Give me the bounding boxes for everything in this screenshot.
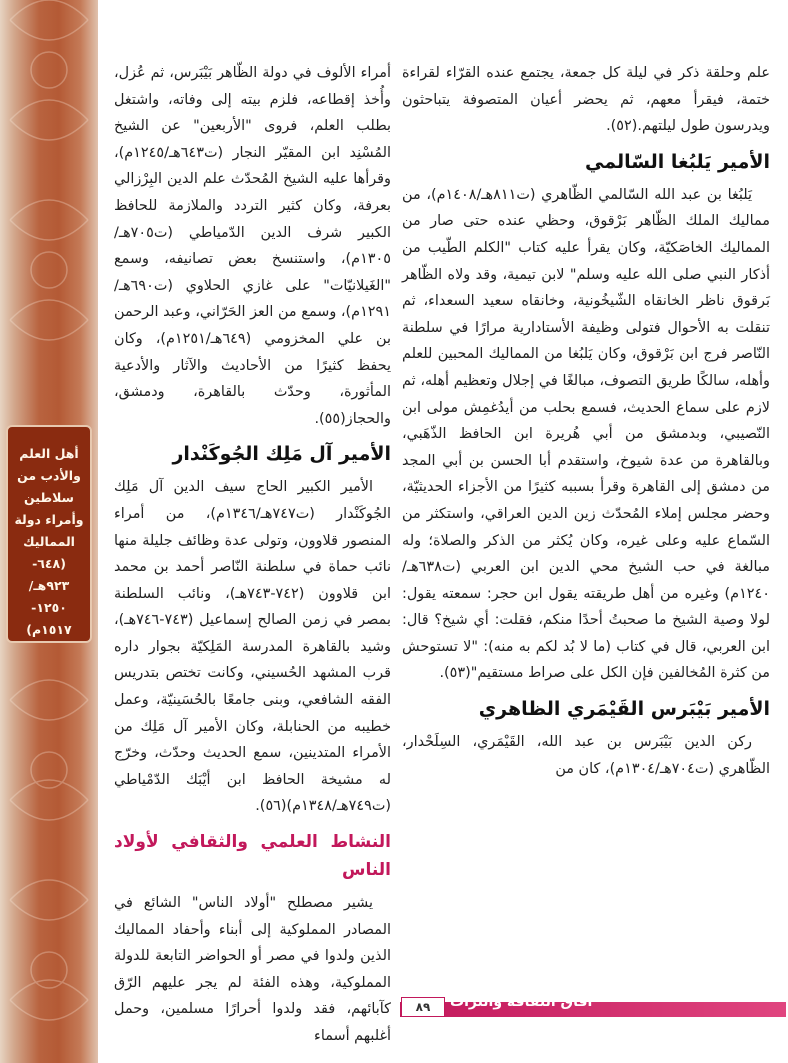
left-column [114,60,391,1050]
page-number: ٨٩ [401,997,445,1017]
section-heading-baybars: الأمير بَيْبَرس القَيْمَري الظاهري [478,698,770,721]
section-heading-aal-malik: الأمير آل مَلِك الجُوكَنْدار [172,443,391,466]
section-heading-awlad-alnas: النشاط العلمي والثقافي لأولاد الناس [114,832,391,881]
right-column [402,60,770,782]
section-tab-label: أهل العلم والأدب من سلاطين وأمراء دولة المماليك (٦٤٨- ٩٢٣هـ/ ١٢٥٠- ١٥١٧م) [14,446,84,637]
paragraph: يشير مصطلح "أولاد الناس" الشائع في المصادر المملوكية إلى أبناء وأحفاد المماليك الذين ولدوا في مصر أو الحواضر التابعة للدولة المملوكية، وهذه الفئة لم يجر عليهم الرّق كآبائهم، فقد ولدوا أحرارًا مسلمين، وحمل أغلبهم أسماء [114,895,391,1044]
section-tab [6,425,92,643]
paragraph: علم وحلقة ذكر في ليلة كل جمعة، يجتمع عنده القرّاء لقراءة ختمة، فيقرأ معهم، ثم يحضر أعيان المتصوفة يتباحثون ويدرسون طول ليلتهم.(٥٢). [402,65,770,135]
magazine-title: آفاق الثقافة والتراث [450,994,593,1010]
paragraph: ركن الدين بَيْبَرس بن عبد الله، القَيْمَري، السِلَحْدار، الظّاهري (ت٧٠٤هـ/١٣٠٤م)، كان من [402,734,770,777]
paragraph: أمراء الألوف في دولة الظّاهر بَيْبَرس، ثم عُزل، وأُخذ إقطاعه، فلزم بيته إلى وفاته، واشتغل بطلب العلم، فروى "الأربعين" عن الشيخ المُسْنِد ابن المقيّر النجار (ت٦٤٣هـ/١٢٤٥م)، وقرأها عليه الشيخ المُحدّث علم الدين البِرْزالي بعرفة، وكان كثير التردد والملازمة للحافظ الكبير شرف الدين الدّمياطي (ت٧٠٥هـ/١٣٠٥م)، واستنسخ بعض تصانيفه، وسمع "الغَيلانيّات" على غازي الحلاوي (ت٦٩٠هـ/١٢٩١م)، وسمع من العز الحَرّاني، وعبد الرحمن بن علي المخزومي (٦٤٩هـ/١٢٥١م)، وكان يحفظ كثيرًا من الأحاديث والآثار والأدعية المأثورة، وحدّث بالقاهرة، ودمشق، والحجاز(٥٥). [114,65,391,427]
paragraph: الأمير الكبير الحاج سيف الدين آل مَلِك الجُوكَنْدار (ت٧٤٧هـ/١٣٤٦م)، من أمراء المنصور قلاوون، وتولى عدة وظائف جليلة منها نائب حماة في سلطنة النّاصر أحمد بن محمد ابن قلاوون (٧٤٢-٧٤٣هـ)، ونائب السلطنة بمصر في زمن الصالح إسماعيل (٧٤٣-٧٤٦هـ)، وشيد بالقاهرة المدرسة المَلِكيّة بجوار داره قرب المشهد الحُسيني، وكانت تختص بتدريس الفقه الشافعي، وبنى جامعًا بالحُسَينيّة، وعمل خطيبه من الحنابلة، وكان الأمير آل مَلِك من الأمراء المتدينين، سمع الحديث وحدّث، وخرّج له مشيخة الحافظ ابن أيْبَك الدّمْياطي (ت٧٤٩هـ/١٣٤٨م)(٥٦). [114,479,391,815]
section-heading-yalbugha: الأمير يَلبُغا السّالمي [585,150,770,173]
paragraph: يَلبُغا بن عبد الله السّالمي الظّاهري (ت٨١١هـ/١٤٠٨م)، من مماليك الملك الظّاهر بَرْقوق، وحظي عنده حتى صار من المماليك الخاصَكيّة، وكان يقرأ عليه كتاب "الكلم الطّيب من أذكار النبي صلى الله عليه وسلم" لابن تيمية، وقد ولاه الظّاهر بَرقوق ناظر الخانقاه الشّيخُونية، وخانقاه سعيد السعداء، ثم تنقلت به الأحوال فتولى وظيفة الأستادارية مرارًا في سلطنة النّاصر فرج ابن بَرْقوق، وكان يَلبُغا من المماليك المحبين للعلم وأهله، سالكًا طريق التصوف، مبالغًا في إجلال وتعظيم أهله، ثم لازم على سماع الحديث، فسمع بحلب من أيدُغمِش مولى ابن النّصيبي، وبدمشق من أبي هُريرة ابن الحافظ الذّهَبي، وبالقاهرة من عدة شيوخ، واستقدم أبا الحسن بن أبي المجد من دمشق إلى القاهرة وقرأ بسببه كثيرًا من الأجزاء الحديثيّة، وحضر مجلس إملاء المُحدّث زين الدين العراقي، واستكثر من السّماع عليه وعلى غيره، وكان يُكثر من الذكر والصلاة؛ وله مبالغة في حب الشيخ محي الدين ابن العربي (ت٦٣٨هـ/١٢٤٠م) وغيره من أهل طريقته يقول ابن حجر: سمعته يقول: لولا وصية الشيخ ما صحبتُ أحدًا منكم، فقلت: أي شيخ؟ قال: ابن العربي، قال في كتاب (ما لا بُد لكم به منه): "لا تستوحش من كثرة المُخالفين فإن الكل على صراط مستقيم"(٥٣). [402,186,770,682]
